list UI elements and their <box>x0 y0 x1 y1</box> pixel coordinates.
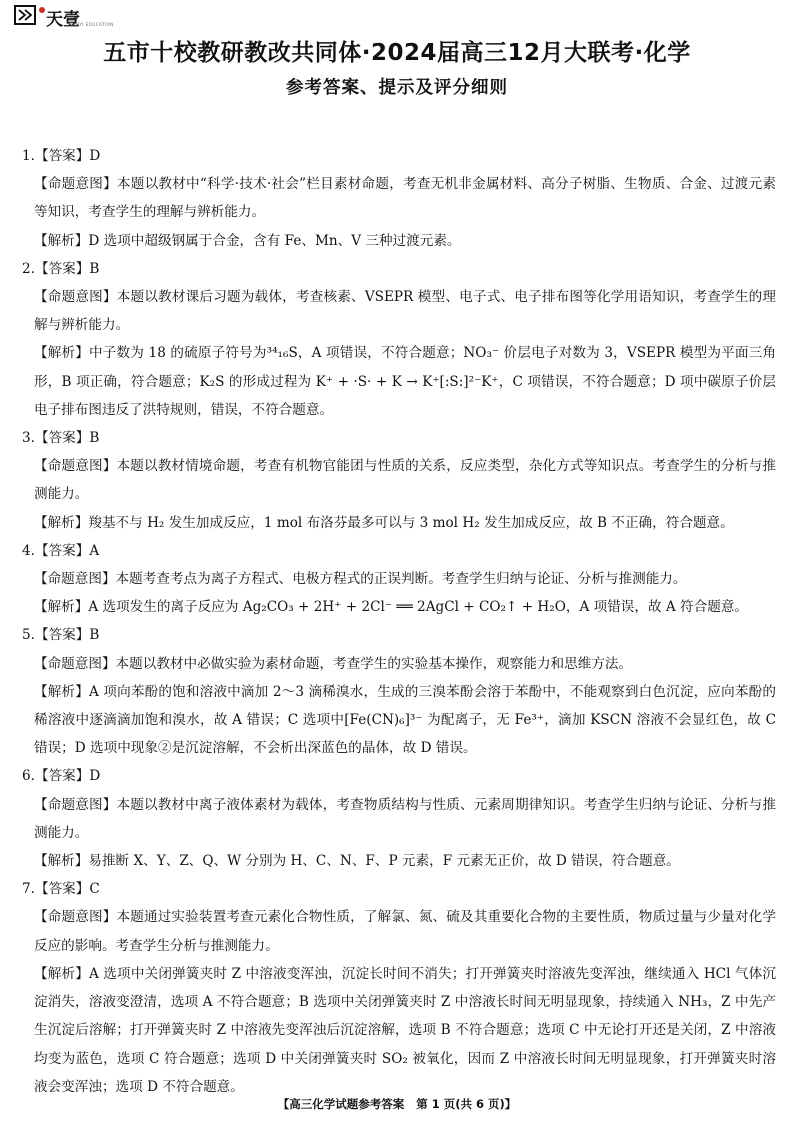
question-analysis: 【解析】A 选项发生的离子反应为 Ag₂CO₃ + 2H⁺ + 2Cl⁻ ══ 2AgCl + CO₂↑ + H₂O，A 项错误，故 A 符合题意。 <box>34 599 749 616</box>
page-title: 五市十校教研教改共同体·2024届高三12月大联考·化学 <box>103 40 691 66</box>
question-answer: 7.【答案】C <box>22 881 100 898</box>
question-block <box>22 142 776 255</box>
question-block <box>22 621 776 762</box>
logo-text: 天壹 <box>46 10 80 30</box>
footer-page-number: 第 1 页(共 6 页)】 <box>416 1097 517 1111</box>
question-analysis: 【解析】D 选项中超级钢属于合金，含有 Fe、Mn、V 三种过渡元素。 <box>34 232 461 249</box>
question-intent: 【命题意图】本题以教材中离子液体素材为载体，考查物质结构与性质、元素周期律知识。考查学生归纳与论证、分析与推测能力。 <box>34 796 776 841</box>
publisher-logo <box>14 4 124 30</box>
question-answer: 6.【答案】D <box>22 768 101 785</box>
question-answer: 1.【答案】D <box>22 148 101 164</box>
question-analysis: 【解析】羧基不与 H₂ 发生加成反应，1 mol 布洛芬最多可以与 3 mol H₂ 发生加成反应，故 B 不正确，符合题意。 <box>34 514 734 531</box>
question-block <box>22 762 776 875</box>
question-intent: 【命题意图】本题以教材中必做实验为素材命题，考查学生的实验基本操作，观察能力和思维方法。 <box>34 655 633 672</box>
question-analysis: 【解析】A 项向苯酚的饱和溶液中滴加 2～3 滴稀溴水，生成的三溴苯酚会溶于苯酚中，不能观察到白色沉淀，应向苯酚的稀溶液中逐滴滴加饱和溴水，故 A 错误；C 选项中[Fe(CN)₆]³⁻ 为配离子，无 Fe³⁺，滴加 KSCN 溶液不会显红色，故 C 错误；D 选项中现象②是沉淀溶解，不会析出深蓝色的晶体，故 D 错误。 <box>34 683 776 757</box>
question-block <box>22 875 776 1101</box>
question-analysis: 【解析】A 选项中关闭弹簧夹时 Z 中溶液变浑浊，沉淀长时间不消失；打开弹簧夹时溶液先变浑浊，继续通入 HCl 气体沉淀消失，溶液变澄清，选项 A 不符合题意；B 选项中关闭弹簧夹时 Z 中溶液长时间无明显现象，持续通入 NH₃，Z 中先产生沉淀后溶解；打开弹簧夹时 Z 中溶液先变浑浊后沉淀溶解，选项 B 不符合题意；选项 C 中无论打开还是关闭，Z 中溶液均变为蓝色，选项 C 符合题意；选项 D 中关闭弹簧夹时 SO₂ 被氧化，因而 Z 中溶液长时间无明显现象，打开弹簧夹时溶液会变浑浊；选项 D 不符合题意。 <box>34 965 776 1095</box>
question-intent: 【命题意图】本题以教材情境命题，考查有机物官能团与性质的关系，反应类型，杂化方式等知识点。考查学生的分析与推测能力。 <box>34 458 776 503</box>
page-footer <box>0 1096 794 1112</box>
question-analysis: 【解析】中子数为 18 的硫原子符号为³⁴₁₆S，A 项错误，不符合题意；NO₃⁻ 价层电子对数为 3，VSEPR 模型为平面三角形，B 项正确，符合题意；K₂S 的形成过程为 K⁺ + ·S· + K → K⁺[:S:]²⁻K⁺，C 项错误，不符合题意；D 项中碳原子价层电子排布图违反了洪特规则，错误，不符合题意。 <box>34 345 776 418</box>
question-intent: 【命题意图】本题通过实验装置考查元素化合物性质，了解氯、氮、硫及其重要化合物的主要性质，物质过量与少量对化学反应的影响。考查学生分析与推测能力。 <box>34 909 776 954</box>
logo-subtext: TIANYI EDUCATION <box>68 22 114 27</box>
footer-label: 【高三化学试题参考答案 <box>277 1097 405 1111</box>
question-answer: 3.【答案】B <box>22 430 100 447</box>
question-intent: 【命题意图】本题考查考点为离子方程式、电极方程式的正误判断。考查学生归纳与论证、分析与推测能力。 <box>34 571 687 588</box>
question-answer: 4.【答案】A <box>22 542 100 559</box>
question-block <box>22 255 776 424</box>
question-intent: 【命题意图】本题以教材课后习题为载体，考查核素、VSEPR 模型、电子式、电子排布图等化学用语知识，考查学生的理解与辨析能力。 <box>34 289 776 334</box>
page-subtitle: 参考答案、提示及评分细则 <box>286 78 508 98</box>
question-analysis: 【解析】易推断 X、Y、Z、Q、W 分别为 H、C、N、F、P 元素，F 元素无正价，故 D 错误，符合题意。 <box>34 853 680 870</box>
question-answer: 5.【答案】B <box>22 627 100 644</box>
answer-list <box>22 142 776 1101</box>
question-block <box>22 424 776 537</box>
question-answer: 2.【答案】B <box>22 260 100 277</box>
question-intent: 【命题意图】本题以教材中“科学·技术·社会”栏目素材命题，考查无机非金属材料、高分子树脂、生物质、合金、过渡元素等知识，考查学生的理解与辨析能力。 <box>34 176 776 221</box>
question-block <box>22 537 776 622</box>
